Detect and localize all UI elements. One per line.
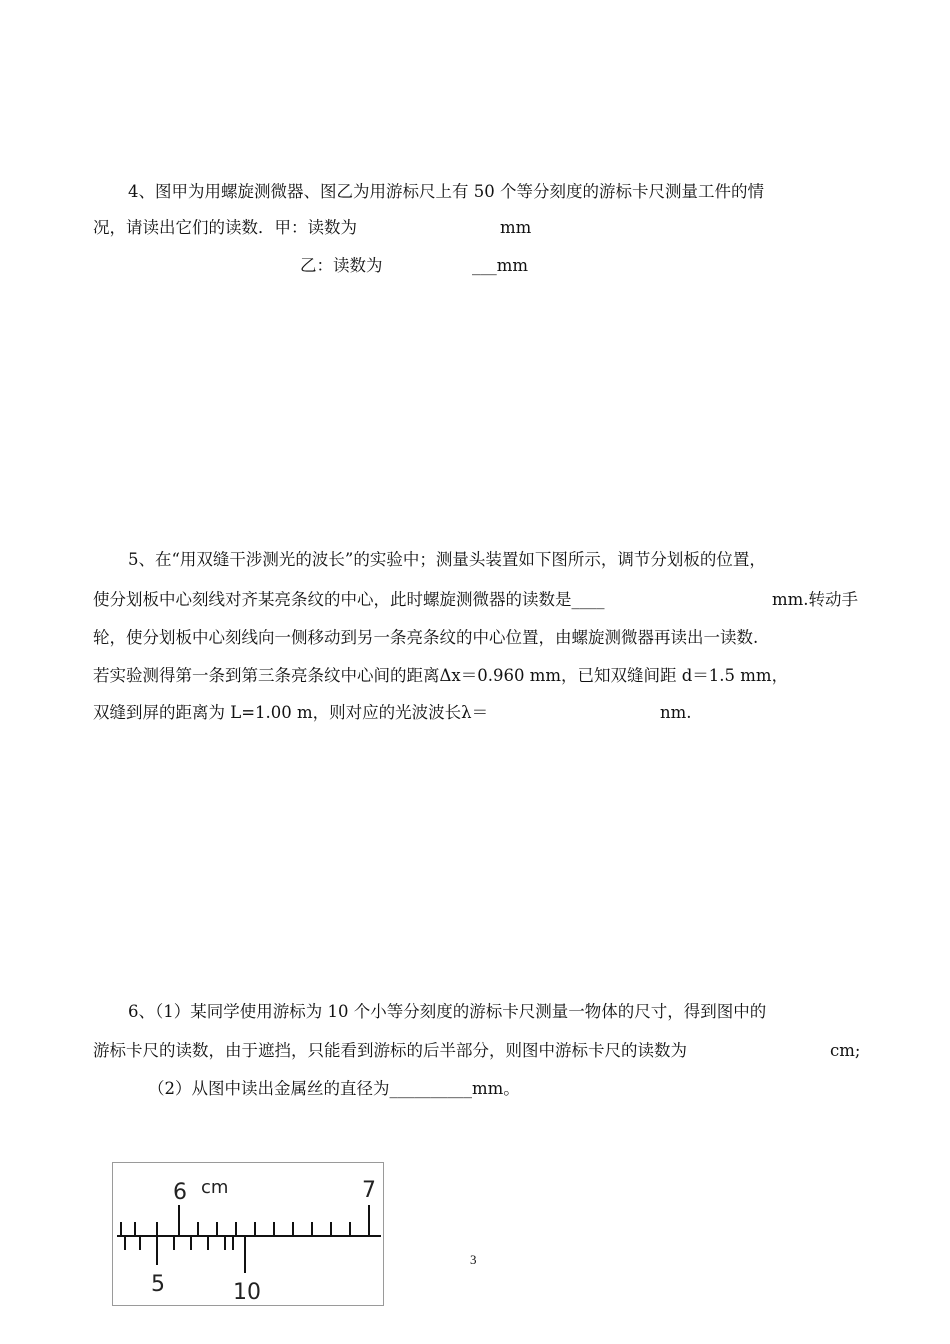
q4-line-1: 4、图甲为用螺旋测微器、图乙为用游标尺上有 50 个等分刻度的游标卡尺测量工件的情 (128, 182, 764, 201)
main-label-6: 6 (173, 1180, 187, 1205)
q4-line-2 (93, 218, 357, 238)
main-label-7: 7 (362, 1178, 376, 1203)
q4-line-2-unit: mm (500, 218, 532, 237)
q5-line-5: 双缝到屏的距离为 L=1.00 m，则对应的光波波长λ＝ (93, 703, 489, 722)
q6-line-3: （2）从图中读出金属丝的直径为__________mm。 (148, 1079, 520, 1098)
page-number: 3 (470, 1252, 477, 1267)
q4-line-3: 乙：读数为 (300, 256, 383, 275)
q5-line-3: 轮，使分划板中心刻线向一侧移动到另一条亮条纹的中心位置，由螺旋测微器再读出一读数. (93, 628, 759, 647)
vernier-caliper-figure (112, 1162, 384, 1306)
q6-line-2: 游标卡尺的读数，由于遮挡，只能看到游标的后半部分，则图中游标卡尺的读数为 (93, 1041, 687, 1060)
vernier-label-5: 5 (151, 1272, 165, 1297)
vernier-label-10: 10 (233, 1280, 261, 1305)
vernier-caliper-diagram (113, 1163, 385, 1307)
q5-line-2: 使分划板中心刻线对齐某亮条纹的中心，此时螺旋测微器的读数是____ (93, 590, 605, 609)
q6-line-1: 6、（1）某同学使用游标为 10 个小等分刻度的游标卡尺测量一物体的尺寸，得到图中的 (128, 1002, 767, 1021)
main-unit-label: cm (201, 1177, 229, 1198)
main-scale-ticks (121, 1205, 369, 1236)
q5-line-4: 若实验测得第一条到第三条亮条纹中心间的距离Δx＝0.960 mm，已知双缝间距 d＝1.5 mm， (93, 666, 789, 685)
q5-line-5-unit: nm. (660, 703, 692, 722)
q5-line-1: 5、在“用双缝干涉测光的波长”的实验中；测量头装置如下图所示，调节分划板的位置， (128, 550, 766, 569)
q5-line-2-unit: mm.转动手 (772, 590, 859, 609)
q4-line-2-text: 况，请读出它们的读数．甲：读数为 (93, 218, 357, 237)
q4-line-3-unit: ___mm (472, 256, 529, 275)
vernier-scale-ticks (125, 1236, 245, 1273)
q6-line-2-unit: cm; (830, 1041, 861, 1060)
